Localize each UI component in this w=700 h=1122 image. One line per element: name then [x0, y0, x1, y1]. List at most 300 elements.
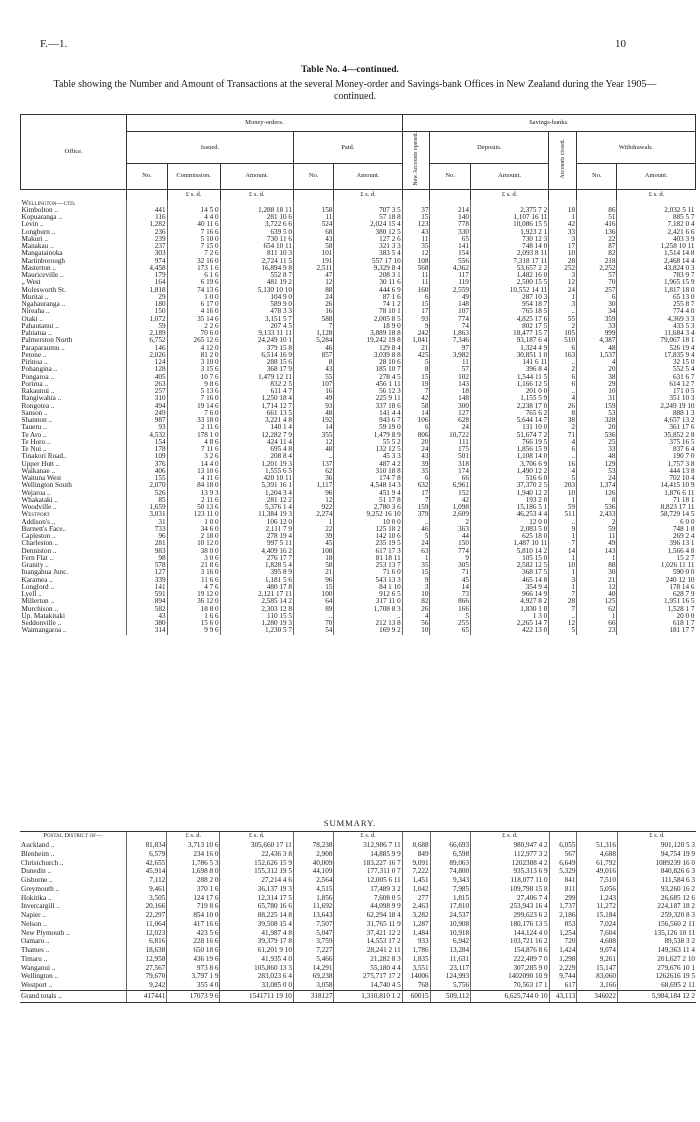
value-cell: 70 6 0 — [167, 330, 220, 337]
value-cell: 218 — [577, 258, 617, 265]
value-cell: 11 — [402, 279, 430, 286]
value-cell: 46 — [402, 526, 430, 533]
value-cell: 16 — [549, 461, 577, 468]
value-cell: 1,026 11 11 — [617, 562, 696, 569]
value-cell: 30,851 1 0 — [470, 352, 548, 359]
summary-row — [20, 964, 696, 973]
value-cell: 96 — [127, 533, 167, 540]
value-cell: 49 — [293, 395, 333, 402]
value-cell: 45 3 3 — [334, 453, 402, 460]
value-cell: 16,894 9 8 — [220, 265, 293, 272]
value-cell: 1,282 — [127, 221, 167, 228]
value-cell: 180 — [127, 301, 167, 308]
value-cell: 3 — [402, 584, 430, 591]
value-cell: 160 — [402, 287, 430, 294]
value-cell: 516 6 0 — [470, 475, 548, 482]
value-cell: 38 0 0 — [167, 548, 220, 555]
value-cell: 487 4 2 — [334, 461, 402, 468]
value-cell: 578 — [127, 562, 167, 569]
table-row — [21, 497, 696, 504]
value-cell: 28 — [549, 258, 577, 265]
value-cell: 441 — [127, 207, 167, 214]
value-cell: 17,810 — [430, 902, 471, 911]
value-cell: 127 — [127, 569, 167, 576]
value-cell: 15 — [402, 214, 430, 221]
value-cell: 25 — [577, 439, 617, 446]
value-cell: 192 — [293, 417, 333, 424]
office-name: Up. Matakitaki — [21, 612, 66, 620]
value-cell: 59 — [549, 504, 577, 511]
value-cell: 150 — [430, 540, 470, 547]
value-cell: 22,297 — [126, 911, 167, 920]
value-cell: 20 — [577, 424, 617, 431]
value-cell: 617 — [549, 981, 577, 990]
withdrawals-no-header: No. — [577, 164, 617, 189]
value-cell: 26,685 12 6 — [617, 894, 696, 903]
value-cell: 17,835 9 4 — [617, 352, 696, 359]
value-cell: 35 — [402, 468, 430, 475]
table-row — [21, 606, 696, 613]
value-cell: 1,324 4 9 — [470, 345, 548, 352]
value-cell: 33 18 0 — [167, 417, 220, 424]
value-cell: 395 8 9 — [220, 569, 293, 576]
value-cell: 26 — [402, 606, 430, 613]
value-cell: 4,532 — [127, 432, 167, 439]
value-cell: 5,391 16 1 — [220, 482, 293, 489]
value-cell: 351 10 3 — [617, 395, 696, 402]
value-cell: 3 0 6 — [167, 555, 220, 562]
value-cell: 36,137 19 3 — [220, 885, 293, 894]
value-cell: 18,477 15 7 — [470, 330, 548, 337]
office-name: Te Nui .. — [21, 446, 47, 454]
table-row — [21, 294, 696, 301]
value-cell: 111 — [430, 439, 470, 446]
value-cell: 1,479 8 9 — [334, 432, 402, 439]
table-row — [21, 598, 696, 605]
value-cell: 36 — [293, 475, 333, 482]
value-cell: 14,553 17 2 — [334, 937, 402, 946]
value-cell: .. — [549, 613, 577, 620]
value-cell: 12,023 — [126, 929, 167, 938]
value-cell: 9,074 — [577, 946, 618, 955]
value-cell: 695 4 8 — [220, 446, 293, 453]
value-cell: 1,487 10 11 — [470, 540, 548, 547]
value-cell: 193 2 0 — [470, 497, 548, 504]
value-cell: 424 11 4 — [220, 439, 293, 446]
value-cell: 11 — [577, 533, 617, 540]
value-cell: 119 — [430, 279, 470, 286]
value-cell: 84 18 0 — [167, 482, 220, 489]
value-cell: 105,860 13 3 — [220, 964, 293, 973]
value-cell: 4,362 — [430, 265, 470, 272]
value-cell: 20,166 — [126, 902, 167, 911]
value-cell: 912 6 5 — [334, 591, 402, 598]
value-cell: 68,695 2 11 — [617, 981, 696, 990]
office-header: Office. — [21, 115, 127, 190]
summary-row — [20, 946, 696, 955]
value-cell: 1,424 — [549, 946, 577, 955]
value-cell: 2,421 6 6 — [617, 229, 696, 236]
value-cell: 1,072 — [127, 316, 167, 323]
office-name: Pahautanui .. — [21, 322, 59, 330]
value-cell: 1,528 1 7 — [617, 606, 696, 613]
value-cell: 433 5 3 — [617, 323, 696, 330]
value-cell: 5 10 0 — [167, 236, 220, 243]
value-cell: 1,107 16 11 — [470, 214, 548, 221]
value-cell: 368 17 5 — [470, 569, 548, 576]
value-cell: 536 — [577, 432, 617, 439]
value-cell: 1,166 12 5 — [470, 381, 548, 388]
value-cell: 5 13 6 — [167, 388, 220, 395]
table-row — [21, 207, 696, 214]
value-cell — [577, 200, 617, 207]
value-cell: 12 — [577, 584, 617, 591]
value-cell: 707 3 5 — [334, 207, 402, 214]
office-name: Greymouth .. — [21, 884, 60, 893]
value-cell: 8 — [577, 497, 617, 504]
value-cell: 1089239 16 0 — [617, 859, 696, 868]
value-cell: 141 — [127, 584, 167, 591]
value-cell: 933 — [402, 937, 430, 946]
value-cell: 8,688 — [402, 841, 430, 850]
summary-row — [20, 902, 696, 911]
value-cell: 131 10 0 — [470, 424, 548, 431]
value-cell: 1,817 18 0 — [617, 287, 696, 294]
value-cell: 405 — [127, 374, 167, 381]
value-cell: 7 2 6 — [167, 250, 220, 257]
value-cell: 9 — [402, 323, 430, 330]
value-cell: 3,505 — [126, 894, 167, 903]
table-row — [21, 569, 696, 576]
value-cell: 23,117 — [430, 964, 471, 973]
value-cell: 74 1 2 — [334, 301, 402, 308]
value-cell: 118,077 11 0 — [471, 876, 549, 885]
table-row — [21, 214, 696, 221]
value-cell: 774 4 0 — [617, 308, 696, 315]
value-cell: 1 — [577, 613, 617, 620]
value-cell: 16 — [293, 308, 333, 315]
value-cell: 510 — [549, 337, 577, 344]
deposits-amount-header: Amount. — [470, 164, 548, 189]
value-cell: 3 — [549, 272, 577, 279]
value-cell: 10 — [549, 250, 577, 257]
summary-row — [20, 894, 696, 903]
summary-row — [20, 955, 696, 964]
value-cell: 45 — [293, 540, 333, 547]
value-cell: 2,609 — [430, 511, 470, 518]
value-cell: 87 — [577, 243, 617, 250]
value-cell: 10 — [402, 591, 430, 598]
table-row — [21, 323, 696, 330]
value-cell: 625 18 0 — [470, 533, 548, 540]
value-cell: 12 — [549, 279, 577, 286]
value-cell: 6,752 — [127, 337, 167, 344]
value-cell: 27,406 7 4 — [471, 894, 549, 903]
value-cell: 3 — [549, 577, 577, 584]
value-cell: 103,721 16 2 — [471, 937, 549, 946]
value-cell: 1,108 14 0 — [470, 453, 548, 460]
value-cell: 37,421 12 2 — [334, 929, 402, 938]
value-cell: 225 9 11 — [334, 395, 402, 402]
value-cell: 1 — [549, 569, 577, 576]
value-cell: 702 10 4 — [617, 475, 696, 482]
value-cell: 53,657 2 2 — [470, 265, 548, 272]
value-cell: 5 — [402, 359, 430, 366]
office-name: Christchurch .. — [21, 858, 64, 867]
value-cell: 101 — [293, 250, 333, 257]
value-cell: 396 8 4 — [470, 366, 548, 373]
value-cell: 156,560 2 11 — [617, 920, 696, 929]
unit-label: £ s. d. — [471, 832, 549, 842]
value-cell: 730 12 3 — [470, 236, 548, 243]
value-cell: 64 — [293, 598, 333, 605]
office-name: Waimangaroa .. — [21, 627, 67, 635]
value-cell: 104 9 0 — [220, 294, 293, 301]
value-cell: 60015 — [402, 990, 430, 1002]
value-cell: 32 15 0 — [617, 359, 696, 366]
office-name: Waikanae .. — [21, 467, 56, 475]
value-cell: 765 18 5 — [470, 308, 548, 315]
value-cell: 281 10 6 — [220, 214, 293, 221]
value-cell: 70 — [293, 620, 333, 627]
unit-label: £ s. d. — [220, 189, 293, 200]
value-cell: 7,112 — [126, 876, 167, 885]
value-cell: 19 — [402, 381, 430, 388]
value-cell: 901,120 5 3 — [617, 841, 696, 850]
value-cell: 51 — [577, 214, 617, 221]
value-cell: 18 — [293, 555, 333, 562]
value-cell: 28 — [549, 598, 577, 605]
table-row — [21, 562, 696, 569]
value-cell: 252 — [549, 265, 577, 272]
value-cell: 7,346 — [430, 337, 470, 344]
value-cell: 116 — [127, 214, 167, 221]
value-cell: 974 — [127, 258, 167, 265]
value-cell: 148 — [430, 395, 470, 402]
table-row — [21, 403, 696, 410]
value-cell: 24 — [402, 446, 430, 453]
value-cell: 10 12 0 — [167, 540, 220, 547]
value-cell: 6 1 6 — [167, 272, 220, 279]
value-cell: 15 — [402, 569, 430, 576]
value-cell: 1,863 — [430, 330, 470, 337]
value-cell: 4,927 8 2 — [470, 598, 548, 605]
office-name: Rongotea .. — [21, 402, 55, 410]
value-cell: 5,756 — [430, 981, 471, 990]
value-cell: 954 18 7 — [470, 301, 548, 308]
table-row — [21, 613, 696, 620]
value-cell: 24 — [549, 287, 577, 294]
value-cell: 93 — [127, 424, 167, 431]
value-cell: 379 15 8 — [220, 345, 293, 352]
value-cell: 2,265 14 7 — [470, 620, 548, 627]
summary-row — [20, 972, 696, 981]
value-cell: 854 10 0 — [167, 911, 220, 920]
value-cell: 22 — [577, 236, 617, 243]
value-cell: 73 — [430, 591, 470, 598]
value-cell: 1,537 — [577, 352, 617, 359]
value-cell: 768 — [402, 981, 430, 990]
value-cell: 43,824 0 3 — [617, 265, 696, 272]
value-cell: 6 — [402, 294, 430, 301]
value-cell: 1,288 18 11 — [220, 207, 293, 214]
value-cell: 6 0 0 — [617, 519, 696, 526]
value-cell: 105 15 0 — [470, 555, 548, 562]
value-cell: 74 13 6 — [167, 287, 220, 294]
value-cell: 3,151 5 7 — [220, 316, 293, 323]
value-cell: 853 — [549, 920, 577, 929]
value-cell: 582 — [127, 606, 167, 613]
value-cell: 1 — [549, 497, 577, 504]
value-cell — [220, 200, 293, 207]
summary-row — [20, 981, 696, 990]
value-cell: 93 — [402, 316, 430, 323]
value-cell: 81,834 — [126, 841, 167, 850]
value-cell: 4 — [549, 468, 577, 475]
value-cell: 78 10 1 — [334, 308, 402, 315]
value-cell: 7,510 — [577, 876, 618, 885]
value-cell: 444 6 9 — [334, 287, 402, 294]
summary-row — [20, 920, 696, 929]
value-cell: 2,229 — [549, 964, 577, 973]
value-cell: 451 9 4 — [334, 490, 402, 497]
value-cell: 135,126 10 11 — [617, 929, 696, 938]
value-cell: 85 — [127, 497, 167, 504]
office-name: Fern Flat .. — [21, 554, 54, 562]
value-cell: 2,564 — [293, 876, 334, 885]
value-cell: 201 0 0 — [470, 388, 548, 395]
withdrawals-header: Withdrawals. — [577, 132, 696, 164]
office-name: Te Horo .. — [21, 438, 51, 446]
value-cell: 149,363 11 4 — [617, 946, 696, 955]
office-name: Granity .. — [21, 562, 49, 570]
value-cell: 11 — [293, 214, 333, 221]
value-cell: 4,458 — [127, 265, 167, 272]
value-cell: 567 — [549, 850, 577, 859]
value-cell: 730 11 6 — [220, 236, 293, 243]
value-cell: 299,623 6 2 — [471, 911, 549, 920]
value-cell: 174 7 8 — [334, 475, 402, 482]
value-cell: 43 — [293, 366, 333, 373]
value-cell: 224,187 18 2 — [617, 902, 696, 911]
office-name: Whakataki .. — [21, 496, 59, 504]
value-cell: 3,039 8 8 — [334, 352, 402, 359]
value-cell: 178 14 6 — [617, 584, 696, 591]
value-cell: 11 — [402, 236, 430, 243]
value-cell: 2,559 — [430, 287, 470, 294]
value-cell: 4 8 6 — [167, 439, 220, 446]
grand-total-row — [20, 990, 696, 1002]
office-name: Pahiatua .. — [21, 330, 52, 338]
value-cell: 7 15 0 — [167, 243, 220, 250]
value-cell: 778 — [430, 221, 470, 228]
value-cell: 27,567 — [126, 964, 167, 973]
value-cell: 1402090 10 9 — [471, 972, 549, 981]
value-cell: 169 9 2 — [334, 627, 402, 634]
value-cell: 14 — [549, 548, 577, 555]
value-cell: 2 2 6 — [167, 323, 220, 330]
value-cell: 1202388 4 2 — [471, 859, 549, 868]
value-cell: 144,124 4 0 — [471, 929, 549, 938]
value-cell: 973 8 6 — [167, 964, 220, 973]
value-cell: 922 — [293, 504, 333, 511]
value-cell: 240 12 10 — [617, 577, 696, 584]
value-cell: .. — [402, 519, 430, 526]
value-cell: 6 17 0 — [167, 301, 220, 308]
value-cell: 589 9 0 — [220, 301, 293, 308]
value-cell: 9,343 — [430, 876, 471, 885]
value-cell: 14 5 0 — [167, 207, 220, 214]
value-cell: 44,098 9 9 — [334, 902, 402, 911]
value-cell: 152 — [430, 490, 470, 497]
value-cell: 142 10 6 — [334, 533, 402, 540]
value-cell: 46 — [293, 345, 333, 352]
table-row — [21, 482, 696, 489]
value-cell: 59 — [577, 526, 617, 533]
value-cell: 4,825 17 6 — [470, 316, 548, 323]
value-cell: 19 14 6 — [167, 403, 220, 410]
table-row — [21, 504, 696, 511]
value-cell: 354 9 4 — [470, 584, 548, 591]
value-cell: .. — [549, 453, 577, 460]
value-cell: 61,201 9 10 — [220, 946, 293, 955]
office-name: Westport .. — [21, 981, 53, 989]
value-cell: 5,047 — [293, 929, 334, 938]
issued-no-header: No. — [127, 164, 167, 189]
money-orders-header: Money-orders. — [127, 115, 403, 132]
value-cell: .. — [293, 613, 333, 620]
value-cell: 2,375 7 2 — [470, 207, 548, 214]
value-cell: 228 16 6 — [167, 937, 220, 946]
office-name: Te Aro .. — [21, 431, 47, 439]
value-cell: 370 1 6 — [167, 885, 220, 894]
value-cell: 41,935 4 0 — [220, 955, 293, 964]
value-cell: 866 — [430, 598, 470, 605]
value-cell: 6,055 — [549, 841, 577, 850]
office-name: Grand totals .. — [20, 990, 126, 1002]
office-name: Millerton .. — [21, 598, 55, 606]
value-cell: 7,985 — [430, 885, 471, 894]
value-cell: 4,657 13 2 — [617, 417, 696, 424]
value-cell: 29 — [127, 294, 167, 301]
value-cell: 9,133 11 11 — [220, 330, 293, 337]
office-name: Burnett's Face.. — [21, 525, 67, 533]
value-cell: 239 — [127, 236, 167, 243]
value-cell: 1,786 — [402, 946, 430, 955]
office-name: Muritai .. — [21, 293, 49, 301]
value-cell: 208 3 1 — [334, 272, 402, 279]
value-cell: 5 — [549, 475, 577, 482]
value-cell: 417441 — [126, 990, 167, 1002]
value-cell: 11,064 — [126, 920, 167, 929]
value-cell: 33 — [577, 323, 617, 330]
value-cell: 2,252 — [577, 265, 617, 272]
value-cell: 2,026 — [127, 352, 167, 359]
table-row — [21, 279, 696, 286]
value-cell: 88 — [577, 562, 617, 569]
value-cell: 1,835 — [402, 955, 430, 964]
value-cell: 21 — [402, 345, 430, 352]
value-cell: 40 — [577, 591, 617, 598]
table-row — [21, 287, 696, 294]
paid-amount-header: Amount. — [334, 164, 402, 189]
value-cell: 255 — [430, 620, 470, 627]
value-cell: 3 15 6 — [167, 366, 220, 373]
summary-title: SUMMARY. — [323, 818, 377, 828]
value-cell: 212 13 8 — [334, 620, 402, 627]
value-cell: 66 — [577, 620, 617, 627]
value-cell: 425 — [402, 352, 430, 359]
